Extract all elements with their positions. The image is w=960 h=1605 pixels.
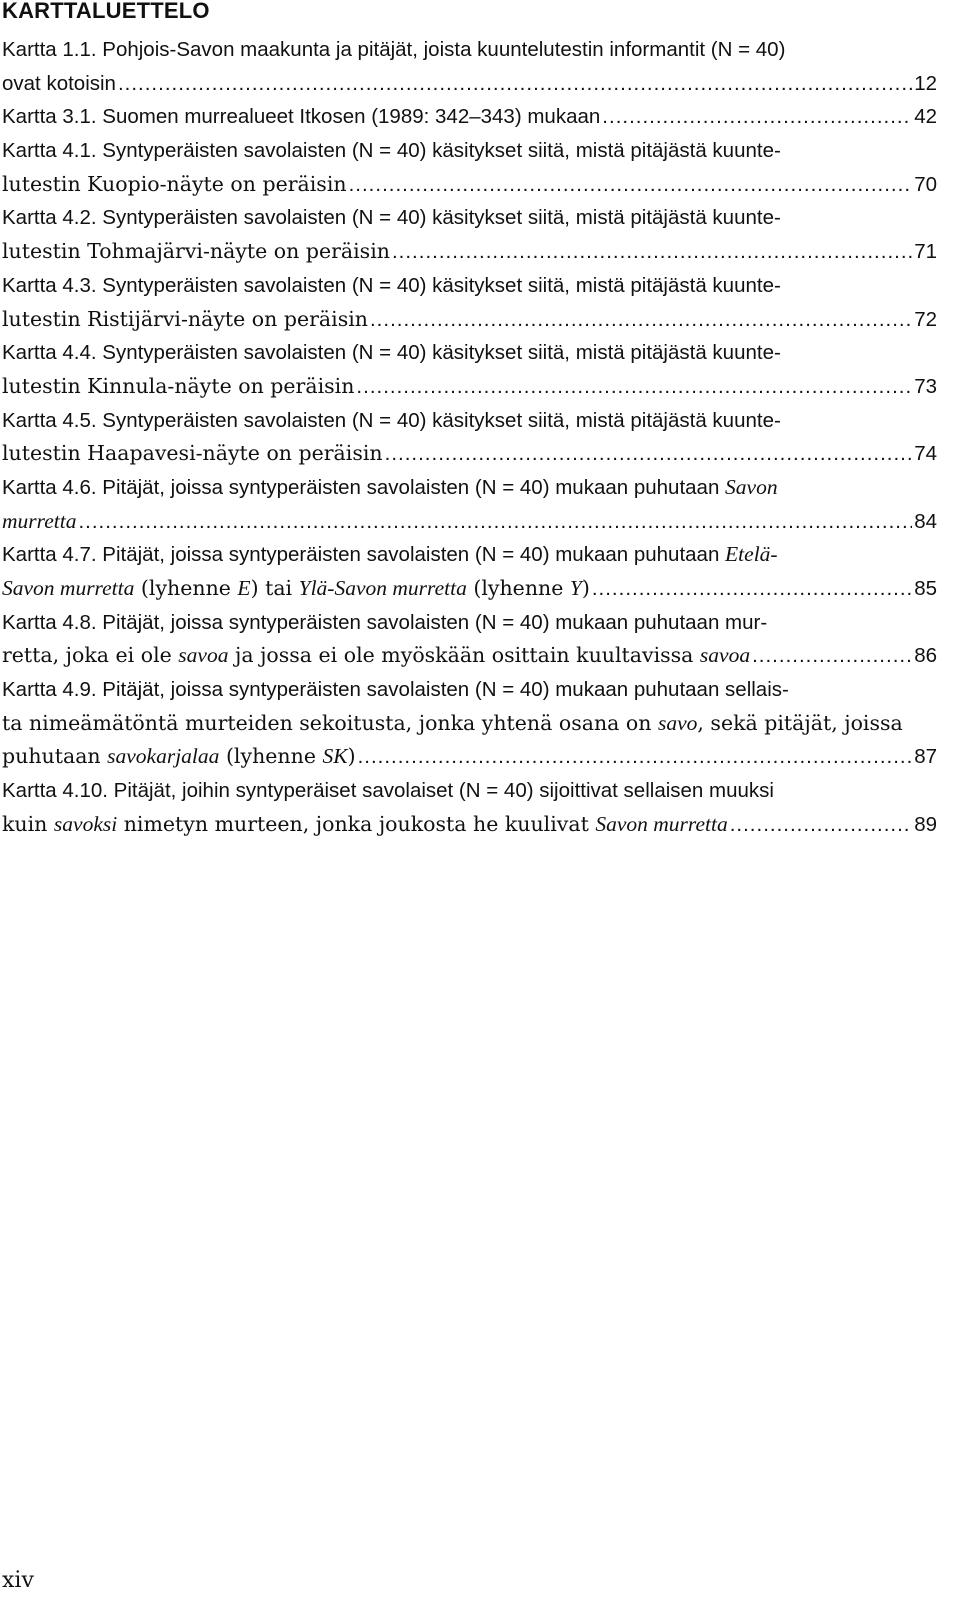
- dot-leader: [118, 67, 912, 101]
- page-number: 70: [914, 172, 937, 196]
- page-folio: xiv: [2, 1568, 34, 1593]
- entry-italic-text: Y: [569, 576, 582, 600]
- entry-label: Kartta 4.3.: [2, 273, 97, 297]
- entry-text: Pitäjät, joissa syntyperäisten savolaisten (N = 40) mukaan puhutaan: [96, 475, 726, 499]
- entry-text: ja jossa ei ole myöskään osittain kuultavissa: [228, 643, 700, 668]
- entry-text: (lyhenne: [219, 744, 323, 769]
- entry-text: ) tai: [250, 576, 299, 600]
- list-item: [2, 673, 937, 774]
- page-number: 86: [914, 644, 937, 668]
- entry-text: kuin: [2, 811, 54, 836]
- list-item: [2, 606, 937, 673]
- dot-leader: [356, 370, 912, 404]
- entry-text: lutestin Tohmajärvi-näyte on peräisin: [2, 239, 390, 264]
- entry-label: Kartta 4.9.: [2, 678, 97, 702]
- dot-leader: [349, 168, 913, 202]
- page-number: 74: [914, 442, 937, 466]
- entry-italic-text: Etelä-: [725, 542, 778, 567]
- entry-text: Syntyperäisten savolaisten (N = 40) käsitykset siitä, mistä pitäjästä kuunte-: [96, 341, 781, 365]
- page-number: 71: [914, 240, 937, 264]
- entry-italic-text: savo: [657, 710, 698, 735]
- list-item: [2, 100, 937, 134]
- entry-label: Kartta 4.6.: [2, 475, 97, 499]
- entry-italic-text: savoksi: [53, 811, 118, 836]
- page-number: 84: [914, 509, 937, 533]
- page-number: 72: [914, 307, 937, 331]
- entry-italic-text: savoa: [178, 643, 229, 668]
- list-item: [2, 404, 937, 471]
- dot-leader: [752, 639, 912, 673]
- dot-leader: [78, 505, 912, 539]
- dot-leader: [370, 303, 912, 337]
- list-item: [2, 336, 937, 403]
- dot-leader: [730, 808, 912, 842]
- entry-text: Kartta 3.1. Suomen murrealueet Itkosen (1989: 342–343) mukaan: [2, 105, 601, 129]
- entry-text: ): [581, 576, 590, 600]
- entry-text: Kartta 1.1. Pohjois-Savon maakunta ja pitäjät, joista kuuntelutestin informantit (N = 40): [2, 38, 786, 61]
- entry-text: (lyhenne: [466, 576, 570, 600]
- page-number: 73: [914, 374, 937, 398]
- entry-text: Syntyperäisten savolaisten (N = 40) käsitykset siitä, mistä pitäjästä kuunte-: [96, 408, 781, 432]
- entry-label: Kartta 4.5.: [2, 408, 97, 432]
- list-item: [2, 201, 937, 268]
- entry-text: ovat kotoisin: [2, 71, 116, 95]
- entry-text: , sekä pitäjät, joissa: [697, 710, 903, 735]
- page-number: 89: [914, 812, 937, 836]
- entry-text: lutestin Haapavesi-näyte on peräisin: [2, 441, 383, 466]
- entry-text: Pitäjät, joissa syntyperäisten savolaisten (N = 40) mukaan puhutaan: [96, 543, 726, 567]
- page-title: KARTTALUETTELO: [2, 0, 210, 23]
- entry-label: Kartta 4.2.: [2, 206, 97, 230]
- page-number: 87: [914, 745, 937, 769]
- page-number: 12: [914, 71, 937, 95]
- entry-text: nimetyn murteen, jonka joukosta he kuulivat: [117, 811, 596, 836]
- entry-italic-text: savokarjalaa: [107, 744, 220, 769]
- entry-text: ta nimeämätöntä murteiden sekoitusta, jonka yhtenä osana on: [2, 710, 658, 735]
- entry-text: Pitäjät, joihin syntyperäiset savolaiset (N = 40) sijoittivat sellaisen muuksi: [107, 779, 774, 803]
- entry-italic-text: Savon: [725, 474, 778, 499]
- entry-text: lutestin Kinnula-näyte on peräisin: [2, 373, 355, 398]
- list-item: [2, 774, 937, 841]
- entry-italic-text: SK: [322, 744, 348, 769]
- list-item: [2, 33, 937, 100]
- entry-italic-text: murretta: [2, 508, 77, 533]
- list-item: [2, 538, 937, 605]
- entry-text: puhutaan: [2, 744, 108, 769]
- entry-text: ): [347, 744, 356, 769]
- entry-label: Kartta 4.7.: [2, 543, 97, 567]
- entry-italic-text: Savon murretta: [595, 811, 728, 836]
- entry-text: lutestin Ristijärvi-näyte on peräisin: [2, 306, 368, 331]
- entry-text: Pitäjät, joissa syntyperäisten savolaisten (N = 40) mukaan puhutaan mur-: [96, 610, 768, 634]
- map-list: [2, 33, 937, 842]
- entry-italic-text: Savon murretta: [2, 576, 135, 600]
- entry-text: Syntyperäisten savolaisten (N = 40) käsitykset siitä, mistä pitäjästä kuunte-: [96, 206, 781, 230]
- list-item: [2, 134, 937, 201]
- entry-text: Syntyperäisten savolaisten (N = 40) käsitykset siitä, mistä pitäjästä kuunte-: [96, 139, 781, 163]
- page-number: 42: [914, 105, 937, 129]
- entry-label: Kartta 4.8.: [2, 610, 97, 634]
- entry-italic-text: savoa: [699, 643, 751, 668]
- entry-text: Pitäjät, joissa syntyperäisten savolaisten (N = 40) mukaan puhutaan sellais-: [96, 678, 789, 702]
- list-item: [2, 269, 937, 336]
- list-item: [2, 471, 937, 538]
- entry-italic-text: Ylä-Savon murretta: [298, 576, 467, 600]
- entry-text: (lyhenne: [134, 576, 238, 600]
- entry-label: Kartta 4.1.: [2, 139, 97, 163]
- dot-leader: [358, 740, 913, 774]
- dot-leader: [602, 100, 912, 134]
- entry-text: lutestin Kuopio-näyte on peräisin: [2, 171, 347, 196]
- entry-text: Syntyperäisten savolaisten (N = 40) käsitykset siitä, mistä pitäjästä kuunte-: [96, 273, 781, 297]
- dot-leader: [392, 235, 912, 269]
- entry-text: retta, joka ei ole: [2, 643, 179, 668]
- entry-label: Kartta 4.10.: [2, 779, 108, 803]
- dot-leader: [385, 437, 913, 471]
- entry-label: Kartta 4.4.: [2, 341, 97, 365]
- page-number: 85: [914, 577, 937, 600]
- entry-italic-text: E: [237, 576, 251, 600]
- dot-leader: [592, 572, 912, 606]
